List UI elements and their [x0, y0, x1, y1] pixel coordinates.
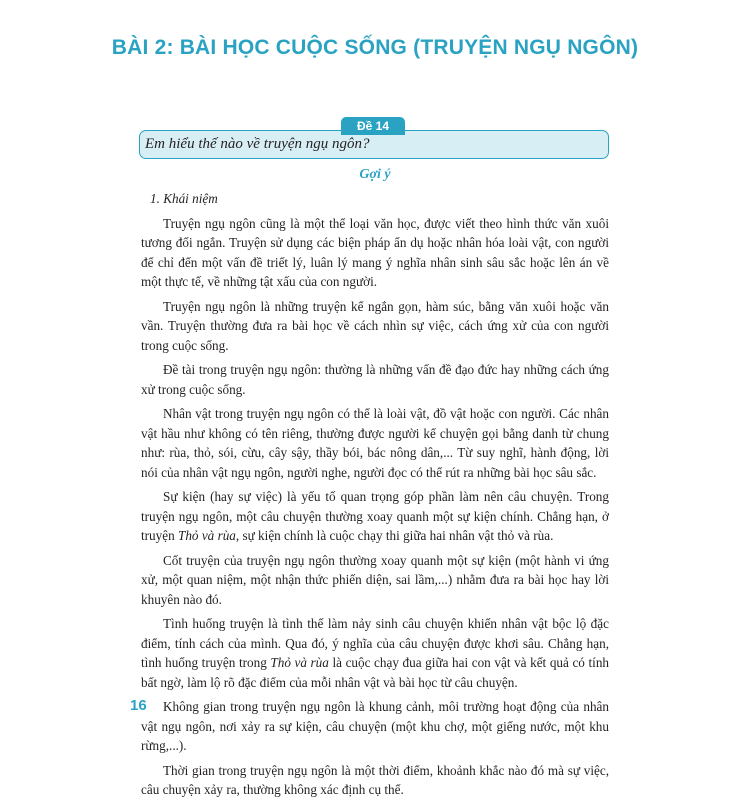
exercise-badge: Đề 14	[341, 117, 405, 135]
text-run: Truyện ngụ ngôn là những truyện kể ngắn gọn, hàm súc, bằng văn xuôi hoặc văn vần. Truyện thường đưa ra bài học về cách nhìn sự việc, cách ứng xử của con người trong cuộc sống.	[141, 298, 609, 353]
paragraph	[141, 761, 609, 800]
page-title: BÀI 2: BÀI HỌC CUỘC SỐNG (TRUYỆN NGỤ NGÔN)	[111, 36, 639, 59]
text-run: Truyện ngụ ngôn cũng là một thể loại văn học, được viết theo hình thức văn xuôi tương đối ngắn. Truyện sử dụng các biện pháp ẩn dụ hoặc nhân hóa loài vật, con người để chỉ đến một vấn đề triết lý, luân lý mang ý nghĩa nhân sinh sâu sắc hoặc lên án về một thực tế, về những tật xấu của con người.	[141, 215, 609, 289]
paragraph	[141, 297, 609, 356]
paragraph	[141, 404, 609, 482]
paragraph	[141, 487, 609, 546]
text-run: Sự kiện (hay sự việc) là yếu tố quan trọng góp phần làm nên câu chuyện. Trong truyện ngụ ngôn, một câu chuyện thường xoay quanh một sự kiện chính. Chẳng hạn, ở truyện	[141, 489, 609, 543]
paragraph	[141, 614, 609, 692]
text-run: Thời gian trong truyện ngụ ngôn là một thời điểm, khoảnh khắc nào đó mà sự việc, câu chuyện xảy ra, thường không xác định cụ thể.	[141, 762, 609, 797]
text-run: Đề tài trong truyện ngụ ngôn: thường là những vấn đề đạo đức hay những cách ứng xử trong cuộc sống.	[141, 362, 609, 397]
text-run: Không gian trong truyện ngụ ngôn là khung cảnh, môi trường hoạt động của nhân vật ngụ ngôn, nơi xảy ra sự kiện, câu chuyện (một khu chợ, một giếng nước, một khu rừng,...).	[141, 699, 609, 753]
italic-title: Thỏ và rùa	[178, 528, 236, 543]
text-run: là cuộc chạy đua giữa hai con vật và kết quả có tính bất ngờ, làm lộ rõ đặc điểm của mỗi nhân vật và bài học từ câu chuyện.	[141, 655, 610, 690]
paragraph	[141, 360, 609, 399]
italic-title: Thỏ và rùa	[270, 655, 329, 670]
page-number: 16	[130, 697, 147, 714]
paragraph	[141, 697, 609, 756]
paragraph-list	[141, 214, 609, 800]
section-heading: 1. Khái niệm	[150, 191, 218, 206]
text-run: Tình huống truyện là tình thế làm nảy sinh câu chuyện khiến nhân vật bộc lộ đặc điểm, tính cách của mình. Qua đó, ý nghĩa của câu chuyện được khơi sâu. Chẳng hạn, tình huống truyện trong	[141, 616, 609, 670]
text-run: , sự kiện chính là cuộc chạy thi giữa hai nhân vật thỏ và rùa.	[235, 528, 554, 543]
answer-content	[141, 189, 609, 805]
question-text: Em hiểu thế nào về truyện ngụ ngôn?	[145, 136, 370, 152]
text-run: Cốt truyện của truyện ngụ ngôn thường xoay quanh một sự kiện (một hành vi ứng xử, một quan niệm, một nhận thức phiến diện, sai lầm,...) nhằm đưa ra bài học hay lời khuyên nào đó.	[141, 552, 609, 607]
paragraph	[141, 214, 609, 292]
hint-label: Gợi ý	[359, 167, 391, 182]
paragraph	[141, 551, 609, 610]
text-run: Nhân vật trong truyện ngụ ngôn có thể là loài vật, đồ vật hoặc con người. Các nhân vật hầu như không có tên riêng, thường được người kể chuyện gọi bằng danh từ chung như: rùa, thỏ, sói, cừu, cây sậy, thầy bói, bác nông dân,... Từ suy nghĩ, hành động, lời nói của nhân vật ngụ ngôn, người nghe, người đọc có thể rút ra những bài học sâu sắc.	[141, 406, 609, 480]
